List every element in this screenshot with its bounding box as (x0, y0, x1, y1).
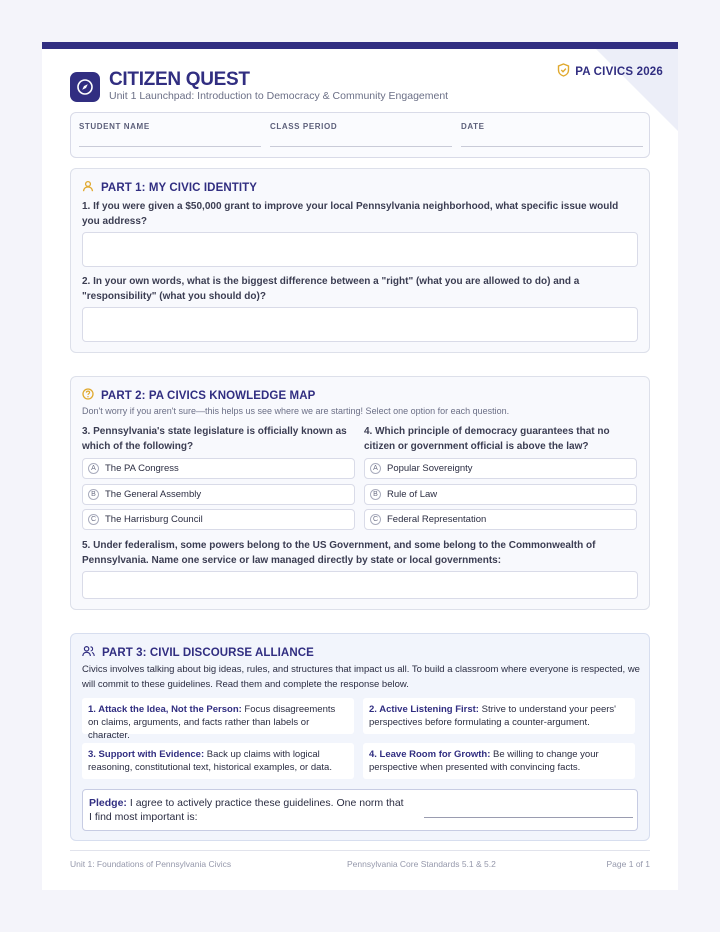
guideline-body: Focus disagreements on claims, arguments, and facts rather than labels or character. (88, 704, 336, 741)
answer-box-1[interactable] (82, 232, 638, 267)
option-letter: B (370, 489, 381, 500)
option-text: The General Assembly (105, 489, 202, 500)
footer-unit: Unit 1: Foundations of Pennsylvania Civics (70, 859, 232, 869)
student-name-field[interactable] (79, 122, 261, 147)
question-3: 3. Pennsylvania's state legislature is officially known as which of the following? (82, 426, 347, 452)
student-name-line (79, 146, 261, 147)
part3-title: PART 3: CIVIL DISCOURSE ALLIANCE (102, 646, 314, 659)
guideline-heading: 3. Support with Evidence: (88, 749, 205, 760)
top-accent-bar (42, 42, 678, 49)
class-period-field[interactable] (270, 122, 452, 147)
part3-heading (82, 645, 314, 660)
part2-note: Don't worry if you aren't sure—this helps us see where we are starting! Select one option for each question. (82, 406, 510, 416)
part2-title: PART 2: PA CIVICS KNOWLEDGE MAP (101, 389, 316, 402)
part1-title: PART 1: MY CIVIC IDENTITY (101, 181, 258, 194)
worksheet-page (42, 42, 678, 890)
page-subtitle: Unit 1 Launchpad: Introduction to Democracy & Community Engagement (109, 90, 449, 102)
question-4: 4. Which principle of democracy guarantees that no citizen or government official is above the law? (364, 426, 610, 452)
option-letter: A (88, 463, 99, 474)
answer-box-2[interactable] (82, 307, 638, 342)
badge-label: PA CIVICS 2026 (575, 65, 663, 78)
pledge-text (89, 796, 409, 824)
footer-page-number: Page 1 of 1 (606, 859, 650, 869)
class-period-line (270, 146, 452, 147)
part3-intro: Civics involves talking about big ideas, rules, and structures that impact us all. To build a classroom where everyone is respected, we will commit to these guidelines. Read them and complete the response below. (82, 664, 640, 690)
question-5: 5. Under federalism, some powers belong to the US Government, and some belong to the Commonwealth of Pennsylvania. Name one service or law managed directly by state or local governments: (82, 540, 596, 566)
date-line (461, 146, 643, 147)
person-icon (82, 180, 94, 195)
question-1: 1. If you were given a $50,000 grant to improve your local Pennsylvania neighborhood, what specific issue would you address? (82, 201, 619, 227)
guideline-3 (82, 743, 354, 779)
date-field[interactable] (461, 122, 643, 147)
q4-option-c[interactable] (364, 509, 637, 530)
part1-heading (82, 180, 257, 195)
option-text: Popular Sovereignty (387, 463, 473, 474)
pledge-label: Pledge: (89, 797, 127, 809)
q3-option-a[interactable] (82, 458, 355, 479)
guideline-body: Strive to understand your peers' perspectives before formulating a counter-argument. (369, 704, 616, 728)
option-letter: C (370, 514, 381, 525)
question-2: 2. In your own words, what is the biggest difference between a "right" (what you are allowed to do) and a "responsibility" (what you should do)? (82, 276, 580, 302)
guideline-heading: 2. Active Listening First: (369, 704, 479, 715)
pledge-box[interactable] (82, 789, 638, 831)
page-title: CITIZEN QUEST (109, 69, 250, 90)
guideline-2 (363, 698, 635, 734)
guideline-heading: 4. Leave Room for Growth: (369, 749, 491, 760)
guideline-body: Be willing to change your perspective when presented with convincing facts. (369, 749, 599, 773)
course-badge (557, 63, 663, 80)
compass-logo-icon (70, 72, 100, 102)
pledge-answer-line[interactable] (424, 817, 633, 818)
part2-heading (82, 388, 315, 403)
q3-option-c[interactable] (82, 509, 355, 530)
option-letter: B (88, 489, 99, 500)
student-info-box (70, 112, 650, 158)
q4-option-a[interactable] (364, 458, 637, 479)
part3-section (70, 633, 650, 841)
guideline-1 (82, 698, 354, 741)
answer-box-5[interactable] (82, 571, 638, 599)
option-letter: C (88, 514, 99, 525)
date-label: DATE (461, 122, 485, 131)
guideline-heading: 1. Attack the Idea, Not the Person: (88, 704, 242, 715)
footer-standards: Pennsylvania Core Standards 5.1 & 5.2 (347, 859, 496, 869)
guideline-body: Back up claims with logical reasoning, constitutional text, historical examples, or data. (88, 749, 332, 773)
guideline-4 (363, 743, 635, 779)
q4-option-b[interactable] (364, 484, 637, 505)
pledge-body: I agree to actively practice these guidelines. One norm that I find most important is: (89, 797, 404, 823)
student-name-label: STUDENT NAME (79, 122, 150, 131)
question-mark-icon (82, 388, 94, 403)
shield-check-icon (557, 63, 570, 80)
option-text: The PA Congress (105, 463, 179, 474)
option-letter: A (370, 463, 381, 474)
option-text: Rule of Law (387, 489, 438, 500)
q3-option-b[interactable] (82, 484, 355, 505)
option-text: Federal Representation (387, 514, 487, 525)
part2-section (70, 376, 650, 610)
footer (70, 850, 650, 869)
part1-section (70, 168, 650, 353)
option-text: The Harrisburg Council (105, 514, 203, 525)
users-icon (82, 645, 95, 660)
class-period-label: CLASS PERIOD (270, 122, 338, 131)
